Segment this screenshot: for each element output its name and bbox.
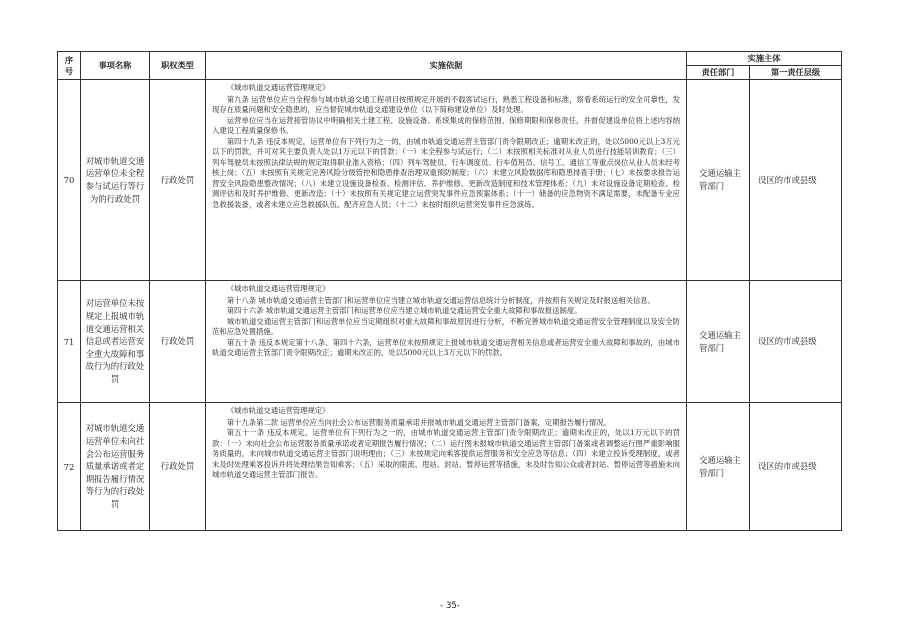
header-type: 职权类型	[150, 52, 206, 80]
legal-basis	[206, 403, 687, 531]
responsible-dept: 交通运输主管部门	[687, 281, 750, 403]
basis-paragraph: 城市轨道交通运营主管部门和运营单位应当定期组织对重大故障和事故原因进行分析，不断完善城市轨道交通运营安全管理制度以及安全防范和应急处置措施。	[212, 316, 680, 336]
row-number: 71	[58, 281, 81, 403]
table-row	[58, 281, 842, 403]
table-row	[58, 403, 842, 531]
header-seq	[58, 52, 81, 80]
basis-paragraph: 运营单位应当在运营接管协议中明确相关土建工程、设施设备、系统集成的保修范围、保修期限和保修责任，并督促建设单位将上述内容纳入建设工程质量保修书。	[212, 115, 680, 135]
basis-paragraph: 第五十一条 违反本规定，运营单位有下列行为之一的，由城市轨道交通运营主管部门责令限期改正；逾期未改正的，处以1万元以下的罚款：（一）未向社会公布运营服务质量承诺或者定期报告履行情况；（二）运行图未报城市轨道交通运营主管部门备案或者调整运行图严重影响服务质量的，未向城市轨道交通运营主管部门说明理由；（三）未按规定向乘客提供运营服务和安全应急等信息；（四）未建立投诉受理制度，或者未及时处理乘客投诉并将处理结果告知乘客；（五）采取的限流、甩站、封站、暂停运营等措施，未及时告知公众或者封站、暂停运营等措施未向城市轨道交通运营主管部门报告。	[212, 428, 680, 479]
authority-type: 行政处罚	[150, 281, 206, 403]
basis-paragraph: 第十八条 城市轨道交通运营主管部门和运营单位应当建立城市轨道交通运营信息统计分析制度，并按照有关规定及时报送相关信息。	[226, 295, 655, 305]
item-name: 对城市轨道交通运营单位未全程参与试运行等行为的行政处罚	[81, 80, 150, 281]
responsibility-level: 设区的市或县级	[750, 281, 842, 403]
basis-paragraph: 《城市轨道交通运营管理规定》	[226, 284, 330, 293]
item-name: 对运营单位未按规定上报城市轨道交通运营相关信息或者运营安全重大故障和事故行为的行政处罚	[81, 281, 150, 403]
basis-paragraph: 第四十六条 城市轨道交通运营主管部门和运营单位应当建立城市轨道交通运营安全重大故障和事故报送制度。	[226, 306, 582, 315]
responsible-dept: 交通运输主管部门	[687, 403, 750, 531]
authority-type: 行政处罚	[150, 403, 206, 531]
basis-paragraph: 《城市轨道交通运营管理规定》	[226, 83, 330, 92]
header-name: 事项名称	[81, 52, 150, 80]
basis-paragraph: 第九条 运营单位应当全程参与城市轨道交通工程项目按照规定开展的不载客试运行，熟悉工程设备和标准，察看系统运行的安全可靠性，发现存在质量问题和安全隐患的，应当督促城市轨道交通建设单位（以下简称建设单位）及时处理。	[212, 94, 680, 114]
header-level: 第一责任层级	[750, 66, 842, 80]
responsible-dept: 交通运输主管部门	[687, 80, 750, 281]
legal-basis	[206, 80, 687, 281]
authority-type: 行政处罚	[150, 80, 206, 281]
table-row	[58, 80, 842, 281]
basis-paragraph: 第四十九条 违反本规定，运营单位有下列行为之一的，由城市轨道交通运营主管部门责令限期改正；逾期未改正的，处以5000元以上3万元以下的罚款，并可对其主要负责人处以1万元以下的罚款：（一）未全程参与试运行；（二）未按照相关标准对从业人员进行技能培训教育；（三）列车驾驶员未按照法律法规的规定取得职业准入资格；（四）列车驾驶员、行车调度员、行车值班员、信号工、通信工等重点岗位从业人员未经考核上岗；（五）未按照有关规定完善风险分级管控和隐患排查治理双重预防制度；（六）未建立风险数据库和隐患排查手册；（七）未按要求报告运营安全风险隐患整改情况；（八）未建立设施设备检查、检测评估、养护维修、更新改造制度和技术管理体系；（九）未对设施设备定期检查、检测评估和及时养护维修、更新改造；（十）未按照有关规定建立运营突发事件应急预案体系；（十一）储备的应急物资不满足需要，未配备专业应急救援装备，或者未建立应急救援队伍、配齐应急人员；（十二）未按时组织运营突发事件应急演练。	[212, 136, 680, 209]
row-number: 70	[58, 80, 81, 281]
item-name: 对城市轨道交通运营单位未向社会公布运营服务质量承诺或者定期报告履行情况等行为的行政处罚	[81, 403, 150, 531]
header-seq-label: 序号	[64, 54, 74, 76]
authority-table	[57, 51, 842, 531]
basis-paragraph: 第五十条 违反本规定第十八条、第四十六条，运营单位未按照规定上报城市轨道交通运营相关信息或者运营安全重大故障和事故的，由城市轨道交通运营主管部门责令限期改正；逾期未改正的，处以5000元以上3万元以下的罚款。	[212, 337, 680, 357]
responsibility-level: 设区的市或县级	[750, 403, 842, 531]
page-number: - 35-	[440, 601, 460, 611]
row-number: 72	[58, 403, 81, 531]
header-basis: 实施依据	[206, 52, 687, 80]
header-dept: 责任部门	[687, 66, 750, 80]
document-page	[57, 51, 841, 531]
basis-paragraph: 《城市轨道交通运营管理规定》	[226, 406, 330, 415]
legal-basis	[206, 281, 687, 403]
responsibility-level: 设区的市或县级	[750, 80, 842, 281]
header-subject: 实施主体	[687, 52, 842, 66]
basis-paragraph: 第十九条第二款 运营单位应当向社会公布运营服务质量承诺并报城市轨道交通运营主管部门备案，定期报告履行情况。	[226, 417, 611, 427]
